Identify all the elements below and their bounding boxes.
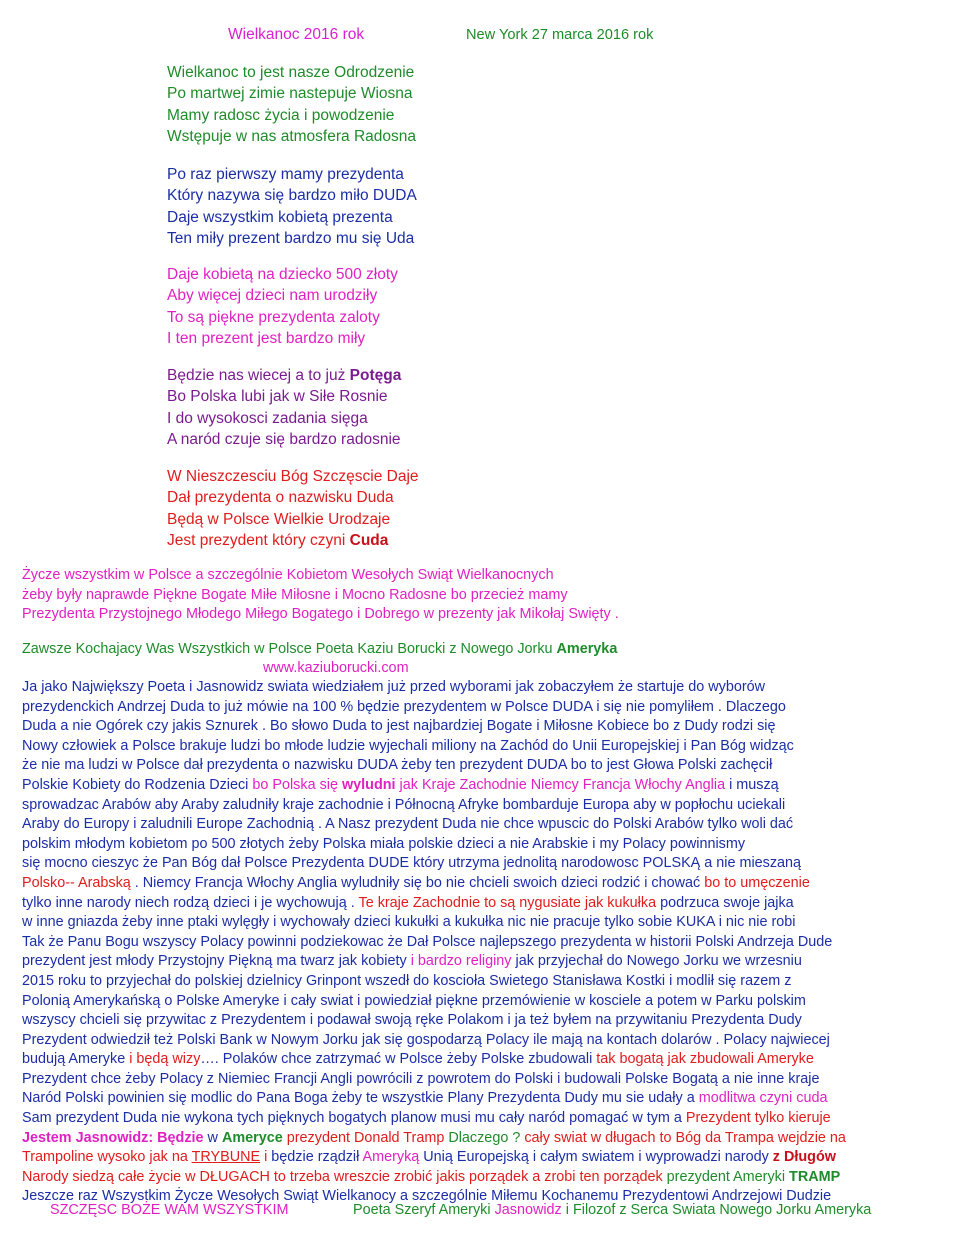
prose-line [22, 717, 846, 737]
prose-line [22, 737, 846, 757]
prose-segment: wszyscy chcieli się przywitac z Prezydentem i podawał swoją ręke Polakom i ja też byłem na przywitaniu Prezydenta Dudy [22, 1012, 802, 1029]
prose-segment: TRYBUNE [191, 1149, 261, 1166]
prose-line [22, 1050, 846, 1070]
prose-segment: Tak że Panu Bogu wszyscy Polacy powinni podziekowac że Dał Polsce najlepszego prezydenta w historii Polski Andrzeja Dude [22, 933, 833, 950]
prose-line [22, 1031, 846, 1051]
wishes-line: Prezydenta Przystojnego Młodego Miłego Bogatego i Dobrego w prezenty jak Mikołaj Swięty . [22, 606, 619, 623]
poem-bold-word: Potęga [349, 367, 402, 384]
prose-line [22, 678, 846, 698]
prose-segment: Bóg [675, 1129, 702, 1146]
prose-line [22, 933, 846, 953]
prose-segment: Ameryką [362, 1149, 420, 1166]
poem-line: To są piękne prezydenta zaloty [167, 308, 380, 326]
prose-line [22, 952, 846, 972]
prose-line [22, 854, 846, 874]
prose-segment: Prezydent odwiedził też Polski Bank w Nowym Jorku jak się gospodarzą Polacy ile mają na kontach dolarów . Polacy najwiecej [22, 1031, 830, 1048]
prose-segment: Polonią Amerykańską o Polske Ameryke i cały swiat i powiedział piękne przemówienie w kosciele a potem w Parku polskim [22, 992, 806, 1009]
prose-segment: da Trampa wejdzie na [701, 1129, 846, 1146]
prose-segment: Polsko-- Arabską [22, 874, 131, 891]
signature-line [22, 641, 617, 657]
prose-segment: jak przyjechał do Nowego Jorku we wrzesniu [511, 953, 802, 970]
prose-line [22, 894, 846, 914]
wishes-line: żeby były naprawde Piękne Bogate Miłe Miłosne i Mocno Radosne bo przecież mamy [22, 586, 568, 603]
prose-line [22, 913, 846, 933]
poem-line: Bo Polska lubi jak w Siłe Rosnie [167, 388, 388, 406]
prose-segment: 2015 roku to przyjechał do polskiej dzielnicy Grinpont wszedł do koscioła Swietego Stanisława Kostki i modlił się razem z [22, 972, 792, 989]
prose-segment: jak Kraje Zachodnie Niemcy Francja Włochy Anglia [395, 776, 726, 793]
prose-segment: z Długów [772, 1149, 836, 1166]
prose-segment: Trampoline wysoko jak na [22, 1149, 192, 1166]
poem-line: Będą w Polsce Wielkie Urodzaje [167, 510, 391, 528]
prose-line [22, 1168, 846, 1188]
prose-segment: prezydent Ameryki [666, 1168, 790, 1185]
stanza-1 [167, 62, 416, 147]
prose-segment: i muszą [725, 776, 779, 793]
prose-line [22, 698, 846, 718]
footer-author-part: i Filozof z Serca Swiata Nowego Jorku Ameryka [561, 1202, 872, 1218]
prose-segment: . Niemcy Francja Włochy Anglia wyludniły się bo nie chcieli swoich dzieci rodzić i chować [130, 874, 705, 891]
poem-line: W Nieszczesciu Bóg Szczęscie Daje [167, 468, 419, 485]
poem-line: Dał prezydenta o nazwisku Duda [167, 489, 394, 507]
poem-line: Mamy radosc życia i powodzenie [167, 106, 395, 124]
prose-segment: Narody siedzą całe życie w DŁUGACH to trzeba wreszcie zrobić jakis porządek a zrobi ten porządek [22, 1168, 667, 1185]
prose-line [22, 1109, 846, 1129]
prose-segment: podrzuca swoje jajka [656, 894, 794, 911]
prose-line [22, 776, 846, 796]
footer-blessing: SZCZĘSC BOŻE WAM WSZYSTKIM [50, 1202, 289, 1218]
poem-line [167, 365, 401, 386]
website-link[interactable]: www.kaziuborucki.com [263, 660, 409, 676]
prose-line [22, 1070, 846, 1090]
wishes-line: Życze wszystkim w Polsce a szczególnie Kobietom Wesołych Swiąt Wielkanocnych [22, 567, 554, 583]
prose-segment: Araby do Europy i zaludnili Europe Zachodnią . A Nasz prezydent Duda nie chce wpuscic do Polski Arabów tylko woli dać [22, 816, 794, 833]
footer-author-part: Jasnowidz [494, 1202, 562, 1218]
prose-line [22, 874, 846, 894]
prose-segment: TRAMP [789, 1168, 841, 1185]
prose-segment: w [203, 1129, 222, 1146]
prose-segment: Jestem Jasnowidz: Będzie [22, 1129, 204, 1146]
prose-segment: będzie rządził [271, 1149, 363, 1166]
prose-line [22, 796, 846, 816]
poem-line: Po raz pierwszy mamy prezydenta [167, 166, 404, 183]
poem-line-text: Będzie nas wiecej a to już [167, 367, 350, 384]
stanza-4 [167, 365, 401, 450]
prose-segment: sprowadzac Arabów aby Araby zaludniły kraje zachodnie i Północną Afryke bombarduje Europa aby w popłochu uciekali [22, 796, 786, 813]
poem-line: Wstępuje w nas atmosfera Radosna [167, 127, 416, 145]
prose-segment: Unią Europejską i całym swiatem i wyprowadzi narody [419, 1149, 773, 1166]
poem-line [167, 530, 419, 551]
stanza-5 [167, 466, 419, 551]
prose-line [22, 1148, 846, 1168]
prose-segment: i będą wizy [129, 1051, 201, 1068]
prose-line [22, 815, 846, 835]
prose-segment: bo Polska się [252, 776, 342, 793]
prose-segment: tylko inne narody niech rodzą dzieci i je wychowują . [22, 894, 359, 911]
prose-segment: prezydenckich Andrzej Duda to już mówie na 100 % będzie prezydentem w Polsce DUDA i się nie pomyliłem . Dlaczego [22, 698, 786, 715]
prose-segment: Nowy człowiek a Polsce brakuje ludzi bo młode ludzie wyjechali miliony na Zachód do Unii Europejskiej i Pan Bóg widząc [22, 737, 794, 754]
stanza-3 [167, 264, 398, 349]
poem-line: I do wysokosci zadania sięga [167, 409, 368, 427]
poem-line: Aby więcej dzieci nam urodziły [167, 287, 378, 305]
prose-segment: tak bogatą jak zbudowali Ameryke [596, 1051, 814, 1068]
prose-segment: Dlaczego ? [448, 1129, 521, 1146]
prose-segment: Prezydent chce żeby Polacy z Niemiec Francji Angli powrócili z powrotem do Polski i budowali Polske Bogatą a nie inne kraje [22, 1070, 820, 1087]
header-date-right: New York 27 marca 2016 rok [466, 27, 654, 43]
prose-line [22, 835, 846, 855]
prose-segment: polskim młodym kobietom po 500 złotych żeby Polska miała polskie dzieci a nie Arabskie i my Polacy powinnismy [22, 835, 746, 852]
poem-line: Po martwej zimie nastepuje Wiosna [167, 85, 413, 103]
prose-segment: cały swiat w długach to [520, 1129, 676, 1146]
poem-line: Ten miły prezent bardzo mu się Uda [167, 229, 415, 247]
prose-segment: się mocno cieszyc że Pan Bóg dał Polsce Prezydenta DUDE który utrzyma jednolitą narodowosc POLSKĄ a nie mieszaną [22, 855, 802, 872]
signature-bold: Ameryka [556, 641, 618, 657]
prose-segment: bo to umęczenie [704, 874, 810, 891]
prose-line [22, 972, 846, 992]
prose-line [22, 1089, 846, 1109]
footer-author [353, 1202, 871, 1218]
prose-segment: Ja jako Największy Poeta i Jasnowidz swiata wiedziałem już przed wyborami jak zobaczyłem że startuje do wyborów [22, 679, 766, 695]
poem-line: Daje kobietą na dziecko 500 złoty [167, 266, 398, 283]
signature-text: Zawsze Kochajacy Was Wszystkich w Polsce Poeta Kaziu Borucki z Nowego Jorku [22, 641, 557, 657]
prose-segment: w inne gniazda żeby inne ptaki wylęgły i wychowały dzieci kukułki a kukułka nic nie pracuje tylko sobie KUKA i nic nie robi [22, 914, 796, 931]
poem-line: Wielkanoc to jest nasze Odrodzenie [167, 64, 415, 81]
poem-bold-word: Cuda [349, 531, 389, 549]
poem-line-text: Jest prezydent który czyni [167, 531, 350, 549]
prose-segment: Jeszcze raz Wszystkim Życze Wesołych Swiąt Wielkanocy a szczególnie Miłemu Kochanemu Prezydentowi Andrzejowi Dudzie [22, 1188, 832, 1205]
prose-line [22, 1011, 846, 1031]
prose-segment: Polskie Kobiety do Rodzenia Dzieci [22, 776, 253, 793]
footer-author-part: Poeta Szeryf Ameryki [353, 1202, 495, 1218]
poem-line: Daje wszystkim kobietą prezenta [167, 208, 393, 226]
prose-segment: budują Ameryke [22, 1051, 130, 1068]
prose-block [22, 678, 846, 1207]
prose-segment: wyludni [341, 776, 396, 793]
poem-line: Który nazywa się bardzo miło DUDA [167, 187, 417, 205]
prose-segment: Te kraje Zachodnie to są nygusiate jak kukułka [358, 894, 657, 911]
stanza-2 [167, 164, 417, 249]
poem-line: A naród czuje się bardzo radosnie [167, 430, 401, 448]
prose-segment: i [260, 1149, 272, 1166]
wishes-block [22, 566, 619, 625]
prose-segment: Duda a nie Ogórek czy jakis Sznurek . Bo słowo Duda to jest najbardziej Bogate i Miłosne Kobiece bo z Dudy rodzi się [22, 718, 776, 735]
prose-segment: modlitwa czyni cuda [698, 1090, 828, 1107]
prose-segment: prezydent Donald Tramp [282, 1129, 449, 1146]
prose-segment: i bardzo religiny [410, 953, 512, 970]
poem-line: I ten prezent jest bardzo miły [167, 329, 366, 347]
prose-segment: prezydent jest młody Przystojny Piękną ma twarz jak kobiety [22, 953, 411, 970]
prose-segment: że nie ma ludzi w Polsce dał prezydenta o nazwisku DUDA żeby ten prezydent DUDA bo to jest Głowa Polski zachęcił [22, 757, 773, 774]
header-title-left: Wielkanoc 2016 rok [228, 26, 365, 43]
prose-segment: Sam prezydent Duda nie wykona tych pięknych bogatych planow musi mu cały naród pomagać w tym a [22, 1110, 686, 1127]
prose-segment: Naród Polski powinien się modlic do Pana Boga żeby te wszystkie Plany Prezydenta Dudy mu sie udały a [22, 1090, 699, 1107]
prose-line [22, 1129, 846, 1149]
prose-segment: …. Polaków chce zatrzymać w Polsce żeby Polske zbudowali [200, 1051, 597, 1068]
prose-segment: Prezydent tylko kieruje [685, 1110, 831, 1127]
prose-line [22, 992, 846, 1012]
prose-segment: Ameryce [221, 1129, 283, 1146]
prose-line [22, 756, 846, 776]
